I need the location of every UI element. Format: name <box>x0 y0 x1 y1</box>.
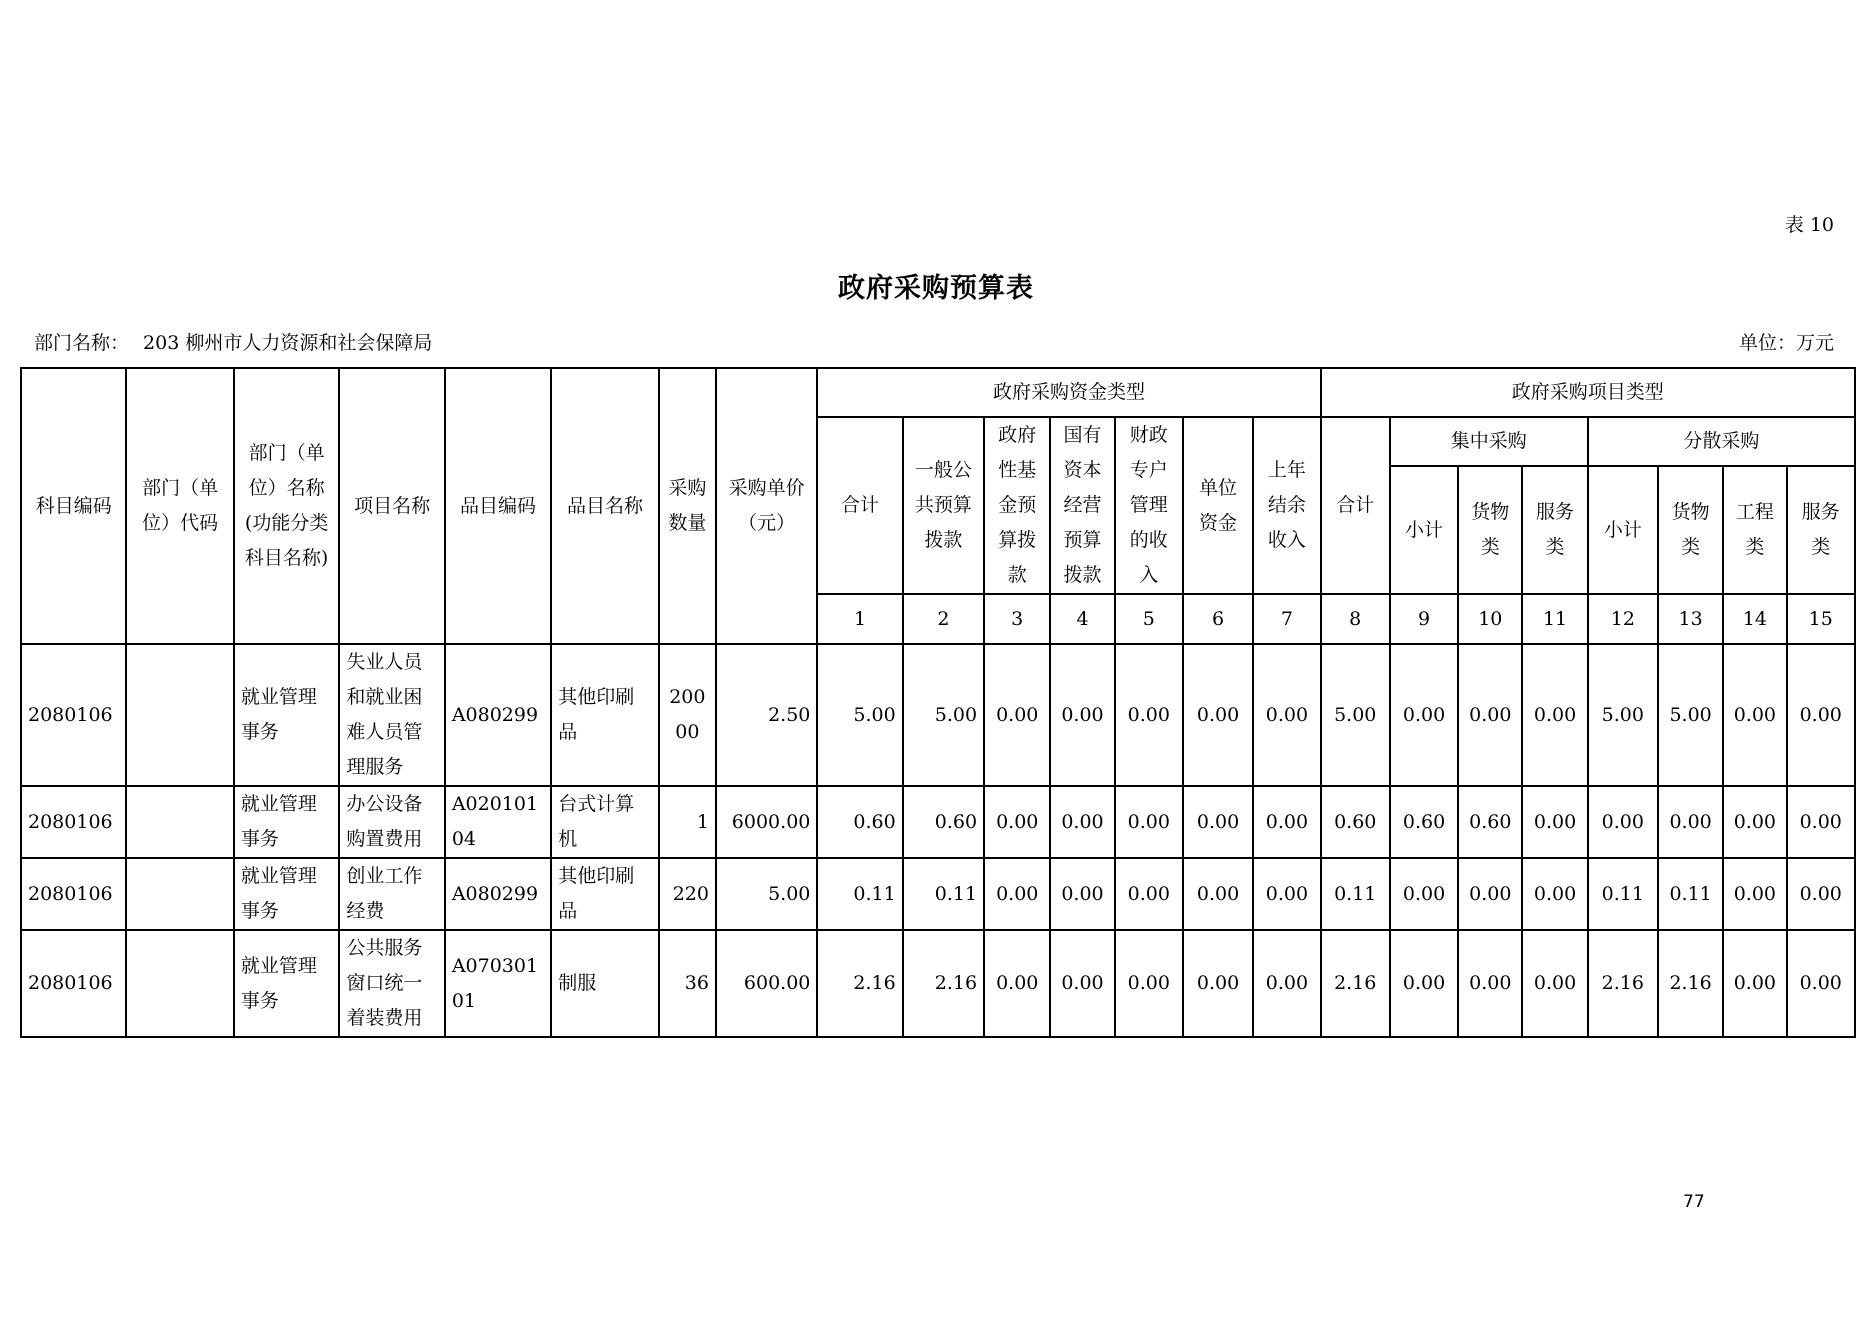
cell-value: 0.00 <box>1522 786 1587 858</box>
department-value: 203 柳州市人力资源和社会保障局 <box>143 332 433 354</box>
header-dept-code: 部门（单位）代码 <box>126 368 233 644</box>
cell-item-name: 其他印刷品 <box>551 644 658 786</box>
cell-value: 0.00 <box>1723 644 1786 786</box>
header-special-fund: 财政专户管理的收入 <box>1115 417 1183 594</box>
cell-value: 0.00 <box>1458 930 1522 1037</box>
cell-quantity: 36 <box>659 930 716 1037</box>
cell-value: 2.16 <box>903 930 984 1037</box>
cell-value: 0.00 <box>1050 930 1114 1037</box>
cell-value: 0.00 <box>1390 644 1458 786</box>
cell-item-code: A02010104 <box>445 786 551 858</box>
col-number: 7 <box>1253 594 1320 644</box>
header-carryover: 上年结余收入 <box>1253 417 1320 594</box>
header-dispersed-engineering: 工程类 <box>1723 466 1786 594</box>
col-number: 1 <box>817 594 902 644</box>
cell-value: 0.00 <box>1787 786 1855 858</box>
cell-value: 0.00 <box>1658 786 1723 858</box>
col-number: 8 <box>1321 594 1390 644</box>
cell-value: 0.11 <box>1588 858 1658 930</box>
cell-value: 0.00 <box>1723 786 1786 858</box>
header-project-type-group: 政府采购项目类型 <box>1321 368 1855 417</box>
department-label: 部门名称： <box>34 332 130 354</box>
cell-value: 0.00 <box>1115 786 1183 858</box>
cell-value: 0.00 <box>1183 930 1253 1037</box>
cell-subject-code: 2080106 <box>21 930 126 1037</box>
cell-subject-code: 2080106 <box>21 858 126 930</box>
cell-value: 0.00 <box>1787 644 1855 786</box>
col-number: 10 <box>1458 594 1522 644</box>
cell-value: 0.00 <box>1522 858 1587 930</box>
cell-item-name: 制服 <box>551 930 658 1037</box>
unit-label: 单位：万元 <box>1738 332 1834 354</box>
cell-value: 0.00 <box>984 858 1050 930</box>
cell-value: 0.00 <box>1183 786 1253 858</box>
cell-value: 0.60 <box>1390 786 1458 858</box>
cell-dept-name: 就业管理事务 <box>234 930 339 1037</box>
cell-unit-price: 6000.00 <box>716 786 817 858</box>
col-number: 13 <box>1658 594 1723 644</box>
cell-value: 0.00 <box>1390 930 1458 1037</box>
header-centralized-subtotal: 小计 <box>1390 466 1458 594</box>
cell-item-name: 台式计算机 <box>551 786 658 858</box>
header-unit-price: 采购单价（元） <box>716 368 817 644</box>
header-unit-fund: 单位资金 <box>1183 417 1253 594</box>
header-subject-code: 科目编码 <box>21 368 126 644</box>
cell-item-name: 其他印刷品 <box>551 858 658 930</box>
cell-value: 0.00 <box>984 786 1050 858</box>
cell-value: 5.00 <box>817 644 902 786</box>
cell-unit-price: 600.00 <box>716 930 817 1037</box>
cell-value: 0.00 <box>1390 858 1458 930</box>
cell-item-code: A080299 <box>445 858 551 930</box>
cell-value: 0.60 <box>903 786 984 858</box>
cell-value: 0.11 <box>1321 858 1390 930</box>
cell-quantity: 220 <box>659 858 716 930</box>
table-row <box>21 786 1855 858</box>
cell-project-name: 失业人员和就业困难人员管理服务 <box>339 644 444 786</box>
cell-value: 0.00 <box>1458 644 1522 786</box>
header-gov-fund: 政府性基金预算拨款 <box>984 417 1050 594</box>
cell-value: 0.00 <box>984 930 1050 1037</box>
cell-value: 0.00 <box>1183 644 1253 786</box>
cell-value: 2.16 <box>1321 930 1390 1037</box>
cell-dept-code <box>126 930 233 1037</box>
cell-value: 0.00 <box>1522 644 1587 786</box>
cell-value: 0.00 <box>1787 930 1855 1037</box>
procurement-budget-table <box>20 367 1856 1038</box>
cell-value: 0.00 <box>1115 858 1183 930</box>
cell-quantity: 1 <box>659 786 716 858</box>
header-centralized-goods: 货物类 <box>1458 466 1522 594</box>
cell-value: 0.00 <box>984 644 1050 786</box>
cell-value: 0.60 <box>1458 786 1522 858</box>
cell-value: 0.00 <box>1522 930 1587 1037</box>
header-state-capital: 国有资本经营预算拨款 <box>1050 417 1114 594</box>
header-fund-type-group: 政府采购资金类型 <box>817 368 1320 417</box>
cell-value: 0.00 <box>1723 858 1786 930</box>
header-centralized-service: 服务类 <box>1522 466 1587 594</box>
cell-subject-code: 2080106 <box>21 644 126 786</box>
cell-value: 5.00 <box>1321 644 1390 786</box>
col-number: 9 <box>1390 594 1458 644</box>
col-number: 12 <box>1588 594 1658 644</box>
cell-value: 0.00 <box>1787 858 1855 930</box>
cell-value: 0.00 <box>1458 858 1522 930</box>
table-row <box>21 858 1855 930</box>
col-number: 14 <box>1723 594 1786 644</box>
header-dept-name: 部门（单位）名称(功能分类科目名称) <box>234 368 339 644</box>
col-number: 15 <box>1787 594 1855 644</box>
cell-item-code: A080299 <box>445 644 551 786</box>
cell-item-code: A07030101 <box>445 930 551 1037</box>
col-number: 11 <box>1522 594 1587 644</box>
cell-subject-code: 2080106 <box>21 786 126 858</box>
department-line <box>34 328 432 355</box>
cell-value: 0.00 <box>1253 858 1320 930</box>
cell-value: 0.00 <box>1115 644 1183 786</box>
cell-value: 0.11 <box>1658 858 1723 930</box>
cell-value: 2.16 <box>1588 930 1658 1037</box>
cell-value: 0.60 <box>817 786 902 858</box>
cell-value: 0.00 <box>1588 786 1658 858</box>
header-dispersed-goods: 货物类 <box>1658 466 1723 594</box>
cell-value: 5.00 <box>903 644 984 786</box>
cell-value: 5.00 <box>1588 644 1658 786</box>
page-number: 77 <box>1683 1192 1705 1212</box>
header-item-name: 品目名称 <box>551 368 658 644</box>
table-row <box>21 930 1855 1037</box>
table-row <box>21 644 1855 786</box>
cell-dept-code <box>126 858 233 930</box>
table-number: 表 10 <box>1784 214 1834 236</box>
cell-project-name: 办公设备购置费用 <box>339 786 444 858</box>
cell-value: 0.60 <box>1321 786 1390 858</box>
col-number: 2 <box>903 594 984 644</box>
cell-value: 0.00 <box>1183 858 1253 930</box>
cell-unit-price: 2.50 <box>716 644 817 786</box>
cell-dept-name: 就业管理事务 <box>234 644 339 786</box>
cell-dept-code <box>126 786 233 858</box>
cell-quantity: 20000 <box>659 644 716 786</box>
cell-value: 0.00 <box>1723 930 1786 1037</box>
cell-dept-name: 就业管理事务 <box>234 858 339 930</box>
header-dispersed-service: 服务类 <box>1787 466 1855 594</box>
cell-value: 0.00 <box>1050 644 1114 786</box>
page-title: 政府采购预算表 <box>838 273 1034 304</box>
cell-value: 0.00 <box>1253 930 1320 1037</box>
cell-value: 2.16 <box>817 930 902 1037</box>
cell-value: 0.11 <box>817 858 902 930</box>
cell-value: 0.00 <box>1050 786 1114 858</box>
cell-project-name: 创业工作经费 <box>339 858 444 930</box>
header-project-total: 合计 <box>1321 417 1390 594</box>
cell-value: 0.00 <box>1115 930 1183 1037</box>
cell-value: 0.00 <box>1050 858 1114 930</box>
cell-value: 0.11 <box>903 858 984 930</box>
col-number: 3 <box>984 594 1050 644</box>
header-fund-total: 合计 <box>817 417 902 594</box>
cell-value: 2.16 <box>1658 930 1723 1037</box>
header-dispersed: 分散采购 <box>1588 417 1855 466</box>
col-number: 6 <box>1183 594 1253 644</box>
header-dispersed-subtotal: 小计 <box>1588 466 1658 594</box>
cell-project-name: 公共服务窗口统一着装费用 <box>339 930 444 1037</box>
cell-dept-name: 就业管理事务 <box>234 786 339 858</box>
col-number: 4 <box>1050 594 1114 644</box>
cell-dept-code <box>126 644 233 786</box>
col-number: 5 <box>1115 594 1183 644</box>
header-quantity: 采购数量 <box>659 368 716 644</box>
cell-unit-price: 5.00 <box>716 858 817 930</box>
cell-value: 0.00 <box>1253 786 1320 858</box>
cell-value: 5.00 <box>1658 644 1723 786</box>
header-centralized: 集中采购 <box>1390 417 1588 466</box>
header-general-budget: 一般公共预算拨款 <box>903 417 984 594</box>
header-project-name: 项目名称 <box>339 368 444 644</box>
cell-value: 0.00 <box>1253 644 1320 786</box>
header-item-code: 品目编码 <box>445 368 551 644</box>
